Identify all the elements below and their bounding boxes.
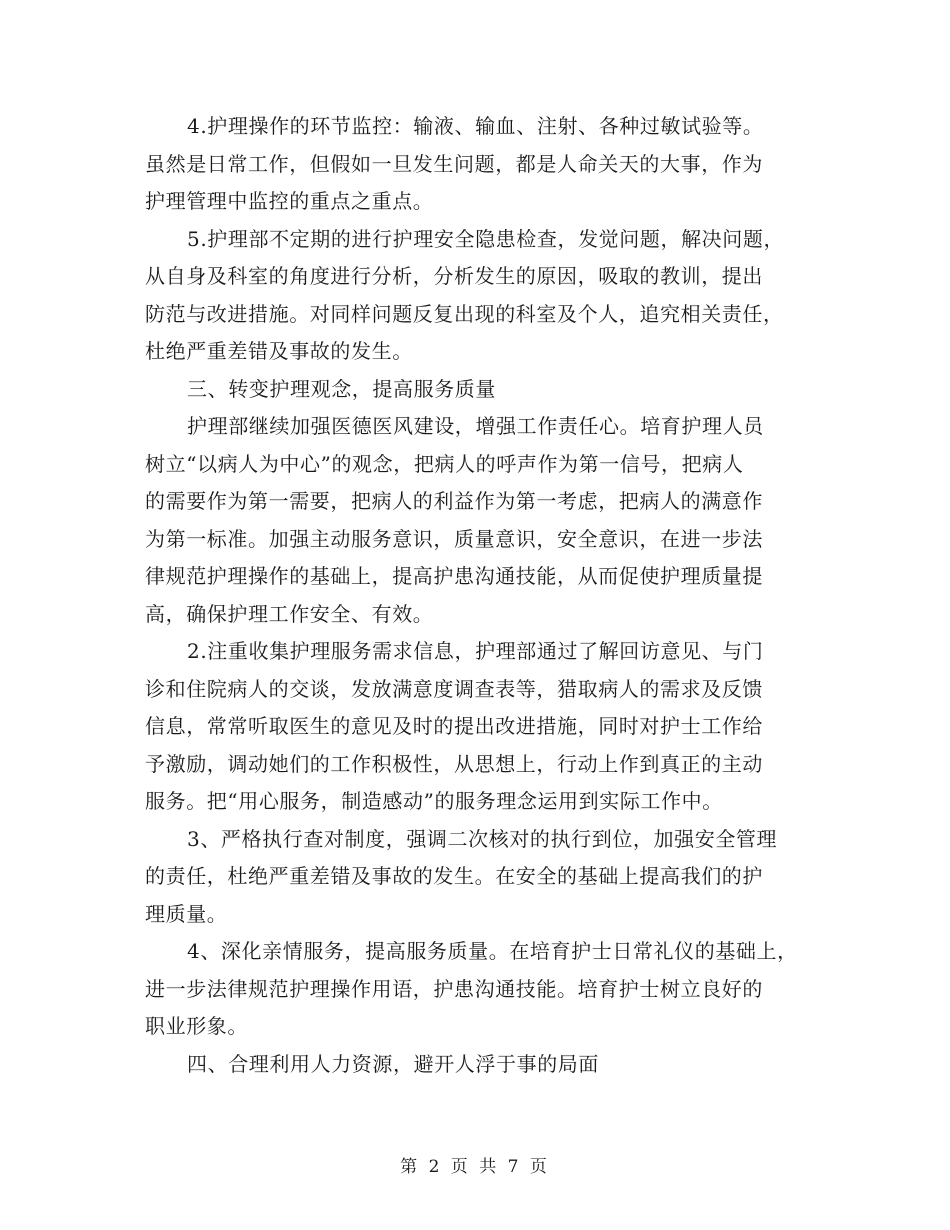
paragraph-medical-ethics: [145, 408, 810, 633]
text-line: 理质量。: [145, 901, 228, 926]
text-line: 3、严格执行查对制度，强调二次核对的执行到位，加强安全管理: [187, 826, 778, 851]
text-line: 进一步法律规范护理操作用语，护患沟通技能。培育护士树立良好的: [145, 976, 763, 1001]
heading-line: 三、转变护理观念，提高服务质量: [187, 376, 496, 401]
text-line: 树立“以病人为中心”的观念，把病人的呼声作为第一信号，把病人: [145, 451, 744, 476]
paragraph-service-demand: [145, 633, 810, 821]
text-line: 5.护理部不定期的进行护理安全隐患检查，发觉问题，解决问题，: [187, 226, 785, 251]
text-line: 虽然是日常工作，但假如一旦发生问题，都是人命关天的大事，作为: [145, 151, 763, 176]
text-line: 护理部继续加强医德医风建设，增强工作责任心。培育护理人员: [187, 414, 764, 438]
document-body: [145, 108, 810, 1083]
text-line: 诊和住院病人的交谈，发放满意度调查表等，猎取病人的需求及反馈: [145, 676, 763, 701]
text-line: 杜绝严重差错及事故的发生。: [145, 339, 413, 363]
heading-line: 四、合理利用人力资源，避开人浮于事的局面: [187, 1051, 599, 1076]
text-line: 高，确保护理工作安全、有效。: [145, 601, 434, 626]
text-line: 的需要作为第一需要，把病人的利益作为第一考虑，把病人的满意作: [145, 489, 763, 513]
paragraph-checking-system: [145, 821, 810, 934]
text-line: 职业形象。: [145, 1014, 248, 1038]
paragraph-care-service: [145, 933, 810, 1046]
text-line: 2.注重收集护理服务需求信息，护理部通过了解回访意见、与门: [187, 639, 764, 663]
section-heading-4: [145, 1046, 810, 1084]
text-line: 4、深化亲情服务，提高服务质量。在培育护士日常礼仪的基础上，: [187, 939, 798, 963]
page-number: 第 2 页 共 7 页: [400, 1157, 550, 1177]
text-line: 信息，常常听取医生的意见及时的提出改进措施，同时对护士工作给: [145, 714, 763, 738]
paragraph-monitoring: [145, 108, 810, 221]
text-line: 防范与改进措施。对同样问题反复出现的科室及个人，追究相关责任，: [145, 301, 784, 326]
text-line: 予激励，调动她们的工作积极性，从思想上，行动上作到真正的主动: [145, 751, 763, 776]
section-heading-3: [145, 371, 810, 409]
text-line: 护理管理中监控的重点之重点。: [145, 189, 434, 213]
text-line: 为第一标准。加强主动服务意识，质量意识，安全意识，在进一步法: [145, 526, 763, 551]
paragraph-safety-inspection: [145, 221, 810, 371]
text-line: 律规范护理操作的基础上，提高护患沟通技能，从而促使护理质量提: [145, 564, 763, 588]
text-line: 从自身及科室的角度进行分析，分析发生的原因，吸取的教训，提出: [145, 264, 763, 288]
text-line: 4.护理操作的环节监控：输液、输血、注射、各种过敏试验等。: [187, 114, 764, 138]
text-line: 的责任，杜绝严重差错及事故的发生。在安全的基础上提高我们的护: [145, 864, 763, 888]
text-line: 服务。把“用心服务，制造感动”的服务理念运用到实际工作中。: [145, 789, 723, 813]
